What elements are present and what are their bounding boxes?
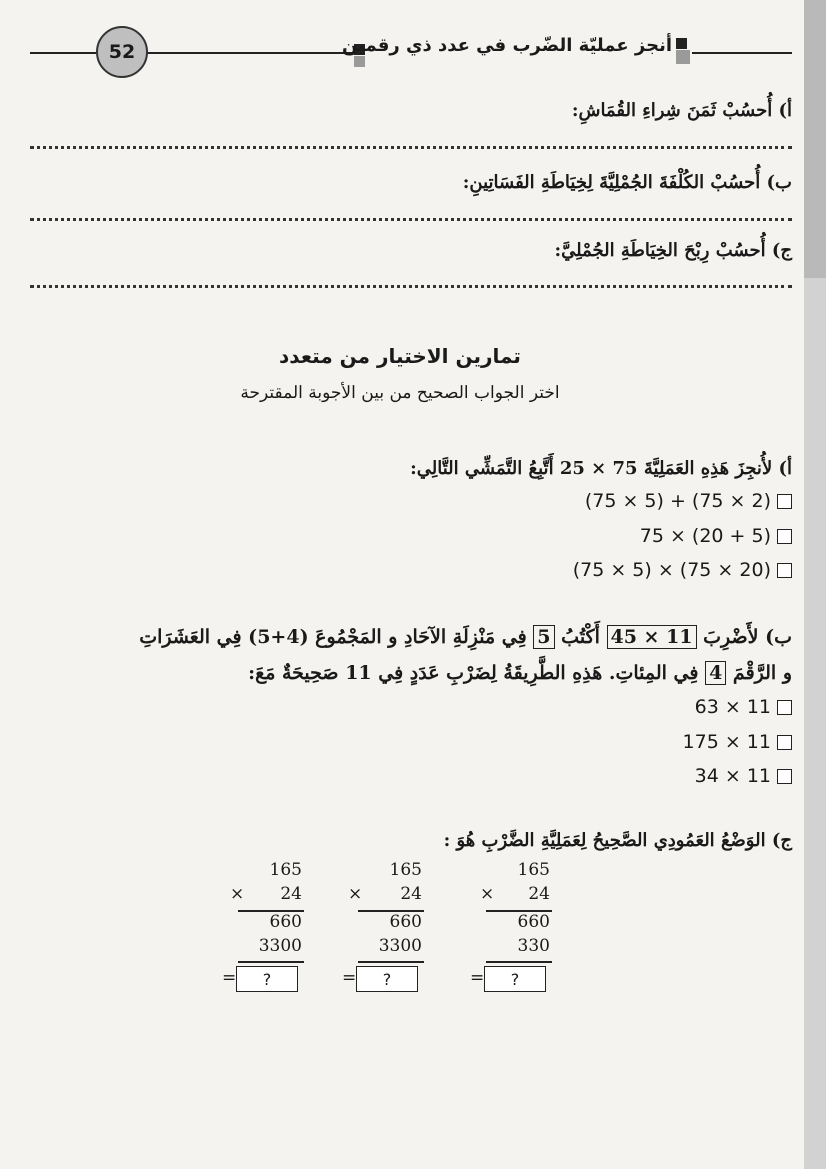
- page-edge-tab: [804, 0, 826, 278]
- header-square-icon: [676, 50, 690, 64]
- header-square-icon: [354, 56, 365, 67]
- times-sign: ×: [480, 884, 495, 904]
- question-text: فِي مَنْزِلَةِ الآحَادِ و المَجْمُوعَ (4+5) فِي العَشَرَاتِ: [139, 626, 527, 648]
- question-text: أَكْتُبُ: [561, 626, 600, 648]
- partial-product-2: 3300: [378, 936, 422, 956]
- checkbox[interactable]: [777, 700, 792, 715]
- header-rule-mid: [144, 52, 354, 54]
- option-text: 34 × 11: [694, 765, 771, 787]
- header-rule-right: [692, 52, 792, 54]
- result-box[interactable]: ?: [356, 966, 418, 992]
- vertical-multiplication-option[interactable]: [342, 860, 452, 1010]
- times-sign: ×: [230, 884, 245, 904]
- question-text: و الرَّقْمَ: [732, 662, 792, 684]
- mcq-question-2-line-1: [72, 626, 792, 648]
- partial-product-1: 660: [517, 912, 550, 932]
- vertical-multiplication-option[interactable]: [222, 860, 332, 1010]
- checkbox[interactable]: [777, 529, 792, 544]
- partial-product-2: 330: [517, 936, 550, 956]
- mcq-question-2-line-2: [72, 662, 792, 684]
- multiplicand: 165: [269, 860, 302, 880]
- mcq-option[interactable]: [683, 731, 792, 753]
- option-text: 63 × 11: [694, 696, 771, 718]
- mcq-option[interactable]: [573, 559, 792, 581]
- mcq-option[interactable]: [695, 765, 792, 787]
- checkbox[interactable]: [777, 735, 792, 750]
- page-title: أنجز عمليّة الضّرب في عدد ذي رقمين: [341, 35, 672, 56]
- option-text: (75 × 5) + (75 × 2): [584, 490, 771, 512]
- calc-rule: [238, 961, 304, 963]
- checkbox[interactable]: [777, 563, 792, 578]
- answer-line[interactable]: [30, 285, 792, 288]
- option-text: 75 × (20 + 5): [639, 525, 771, 547]
- checkbox[interactable]: [777, 769, 792, 784]
- result-box[interactable]: ?: [236, 966, 298, 992]
- multiplier: 24: [528, 884, 550, 904]
- boxed-multiplication: 45 × 11: [607, 625, 697, 649]
- equals-sign: =: [470, 968, 485, 988]
- question-text: فِي المِئاتِ. هَذِهِ الطَّرِيقَةُ لِضَرْبِ عَدَدٍ فِي 11 صَحِيحَةٌ مَعَ:: [248, 662, 699, 684]
- question-a: أ) أُحسُبْ ثَمَنَ شِراءِ القُمَاشِ:: [571, 100, 792, 121]
- equals-sign: =: [342, 968, 357, 988]
- mcq-option[interactable]: [640, 525, 792, 547]
- multiplicand: 165: [389, 860, 422, 880]
- question-b: ب) أُحسُبْ الكُلْفَةَ الجُمْلِيَّةَ لِخِيَاطَةِ الفَسَاتِينِ:: [462, 172, 792, 193]
- header-square-icon: [676, 38, 687, 49]
- result-box[interactable]: ?: [484, 966, 546, 992]
- calc-rule: [358, 961, 424, 963]
- answer-line[interactable]: [30, 146, 792, 149]
- multiplier: 24: [400, 884, 422, 904]
- mcq-question-3: ج) الوَضْعُ العَمُودِي الصَّحِيحُ لِعَمَلِيَّةِ الضَّرْبِ هُوَ :: [443, 830, 792, 851]
- question-c: ج) أُحسُبْ رِبْحَ الخِيَاطَةِ الجُمْلِيَّ:: [554, 240, 792, 261]
- partial-product-2: 3300: [258, 936, 302, 956]
- option-text: 175 × 11: [682, 731, 771, 753]
- vertical-multiplication-option[interactable]: [470, 860, 580, 1010]
- mcq-option[interactable]: [585, 490, 792, 512]
- boxed-digit: 4: [705, 661, 726, 685]
- answer-line[interactable]: [30, 218, 792, 221]
- mcq-option[interactable]: [695, 696, 792, 718]
- checkbox[interactable]: [777, 494, 792, 509]
- boxed-digit: 5: [533, 625, 554, 649]
- multiplier: 24: [280, 884, 302, 904]
- multiplicand: 165: [517, 860, 550, 880]
- partial-product-1: 660: [389, 912, 422, 932]
- mcq-question-1: أ) لأُنجِزَ هَذِهِ العَمَلِيَّةَ 75 × 25 أَتَّبِعُ التَّمَشِّي التَّالِي:: [410, 458, 792, 479]
- calc-rule: [486, 961, 552, 963]
- partial-product-1: 660: [269, 912, 302, 932]
- page-edge-tab-lower: [804, 278, 826, 1169]
- equals-sign: =: [222, 968, 237, 988]
- page-number: 52: [96, 26, 148, 78]
- option-text: (75 × 5) × (75 × 20): [572, 559, 771, 581]
- times-sign: ×: [348, 884, 363, 904]
- question-text: ب) لأَضْرِبَ: [703, 626, 792, 648]
- header-rule-left: [30, 52, 96, 54]
- section-title: تمارين الاختيار من متعدد: [279, 344, 521, 368]
- section-subtitle: اختر الجواب الصحيح من بين الأجوبة المقترحة: [240, 383, 560, 403]
